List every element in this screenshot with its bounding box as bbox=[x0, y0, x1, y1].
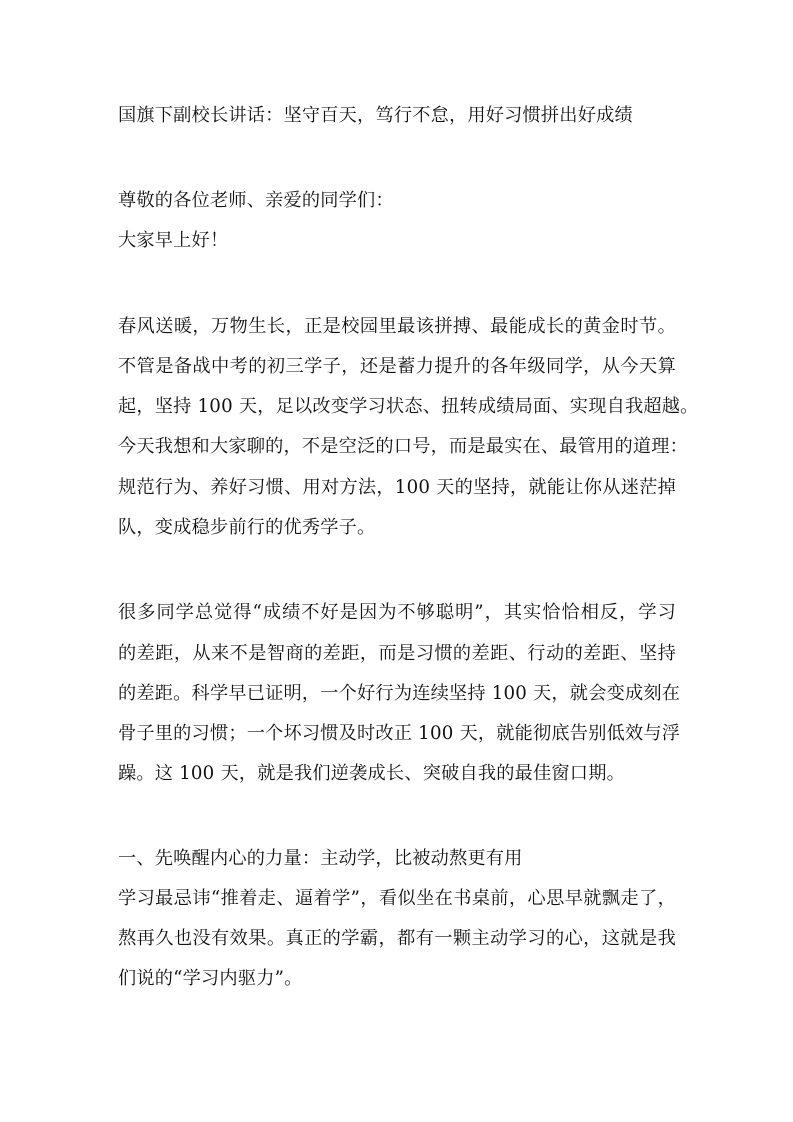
paragraph-line: 们说的“学习内驱力”。 bbox=[118, 968, 303, 989]
paragraph-line: 规范行为、养好习惯、用对方法，100 天的坚持，就能让你从迷茫掉 bbox=[118, 477, 676, 498]
paragraph-line: 很多同学总觉得“成绩不好是因为不够聪明”，其实恰恰相反，学习 bbox=[118, 602, 676, 623]
paragraph-line: 熬再久也没有效果。真正的学霸，都有一颗主动学习的心，这就是我 bbox=[118, 928, 676, 949]
paragraph-line: 队，变成稳步前行的优秀学子。 bbox=[118, 517, 376, 538]
greeting: 大家早上好！ bbox=[118, 230, 229, 251]
section-heading: 一、先唤醒内心的力量：主动学，比被动熬更有用 bbox=[118, 848, 523, 869]
paragraph-line: 今天我想和大家聊的，不是空泛的口号，而是最实在、最管用的道理： bbox=[118, 436, 689, 457]
paragraph-line: 的差距，从来不是智商的差距，而是习惯的差距、行动的差距、坚持 bbox=[118, 643, 676, 664]
paragraph-line: 不管是备战中考的初三学子，还是蓄力提升的各年级同学，从今天算 bbox=[118, 356, 676, 377]
document-title: 国旗下副校长讲话：坚守百天，笃行不怠，用好习惯拼出好成绩 bbox=[118, 105, 633, 126]
paragraph-line: 骨子里的习惯；一个坏习惯及时改正 100 天，就能彻底告别低效与浮 bbox=[118, 723, 681, 744]
paragraph-line: 春风送暖，万物生长，正是校园里最该拼搏、最能成长的黄金时节。 bbox=[118, 316, 676, 337]
paragraph-line: 学习最忌讳“推着走、逼着学”，看似坐在书桌前，心思早就飘走了， bbox=[118, 888, 676, 909]
paragraph-line: 起，坚持 100 天，足以改变学习状态、扭转成绩局面、实现自我超越。 bbox=[118, 396, 699, 417]
paragraph-line: 躁。这 100 天，就是我们逆袭成长、突破自我的最佳窗口期。 bbox=[118, 763, 625, 784]
paragraph-line: 的差距。科学早已证明，一个好行为连续坚持 100 天，就会变成刻在 bbox=[118, 683, 681, 704]
salutation: 尊敬的各位老师、亲爱的同学们： bbox=[118, 190, 394, 211]
